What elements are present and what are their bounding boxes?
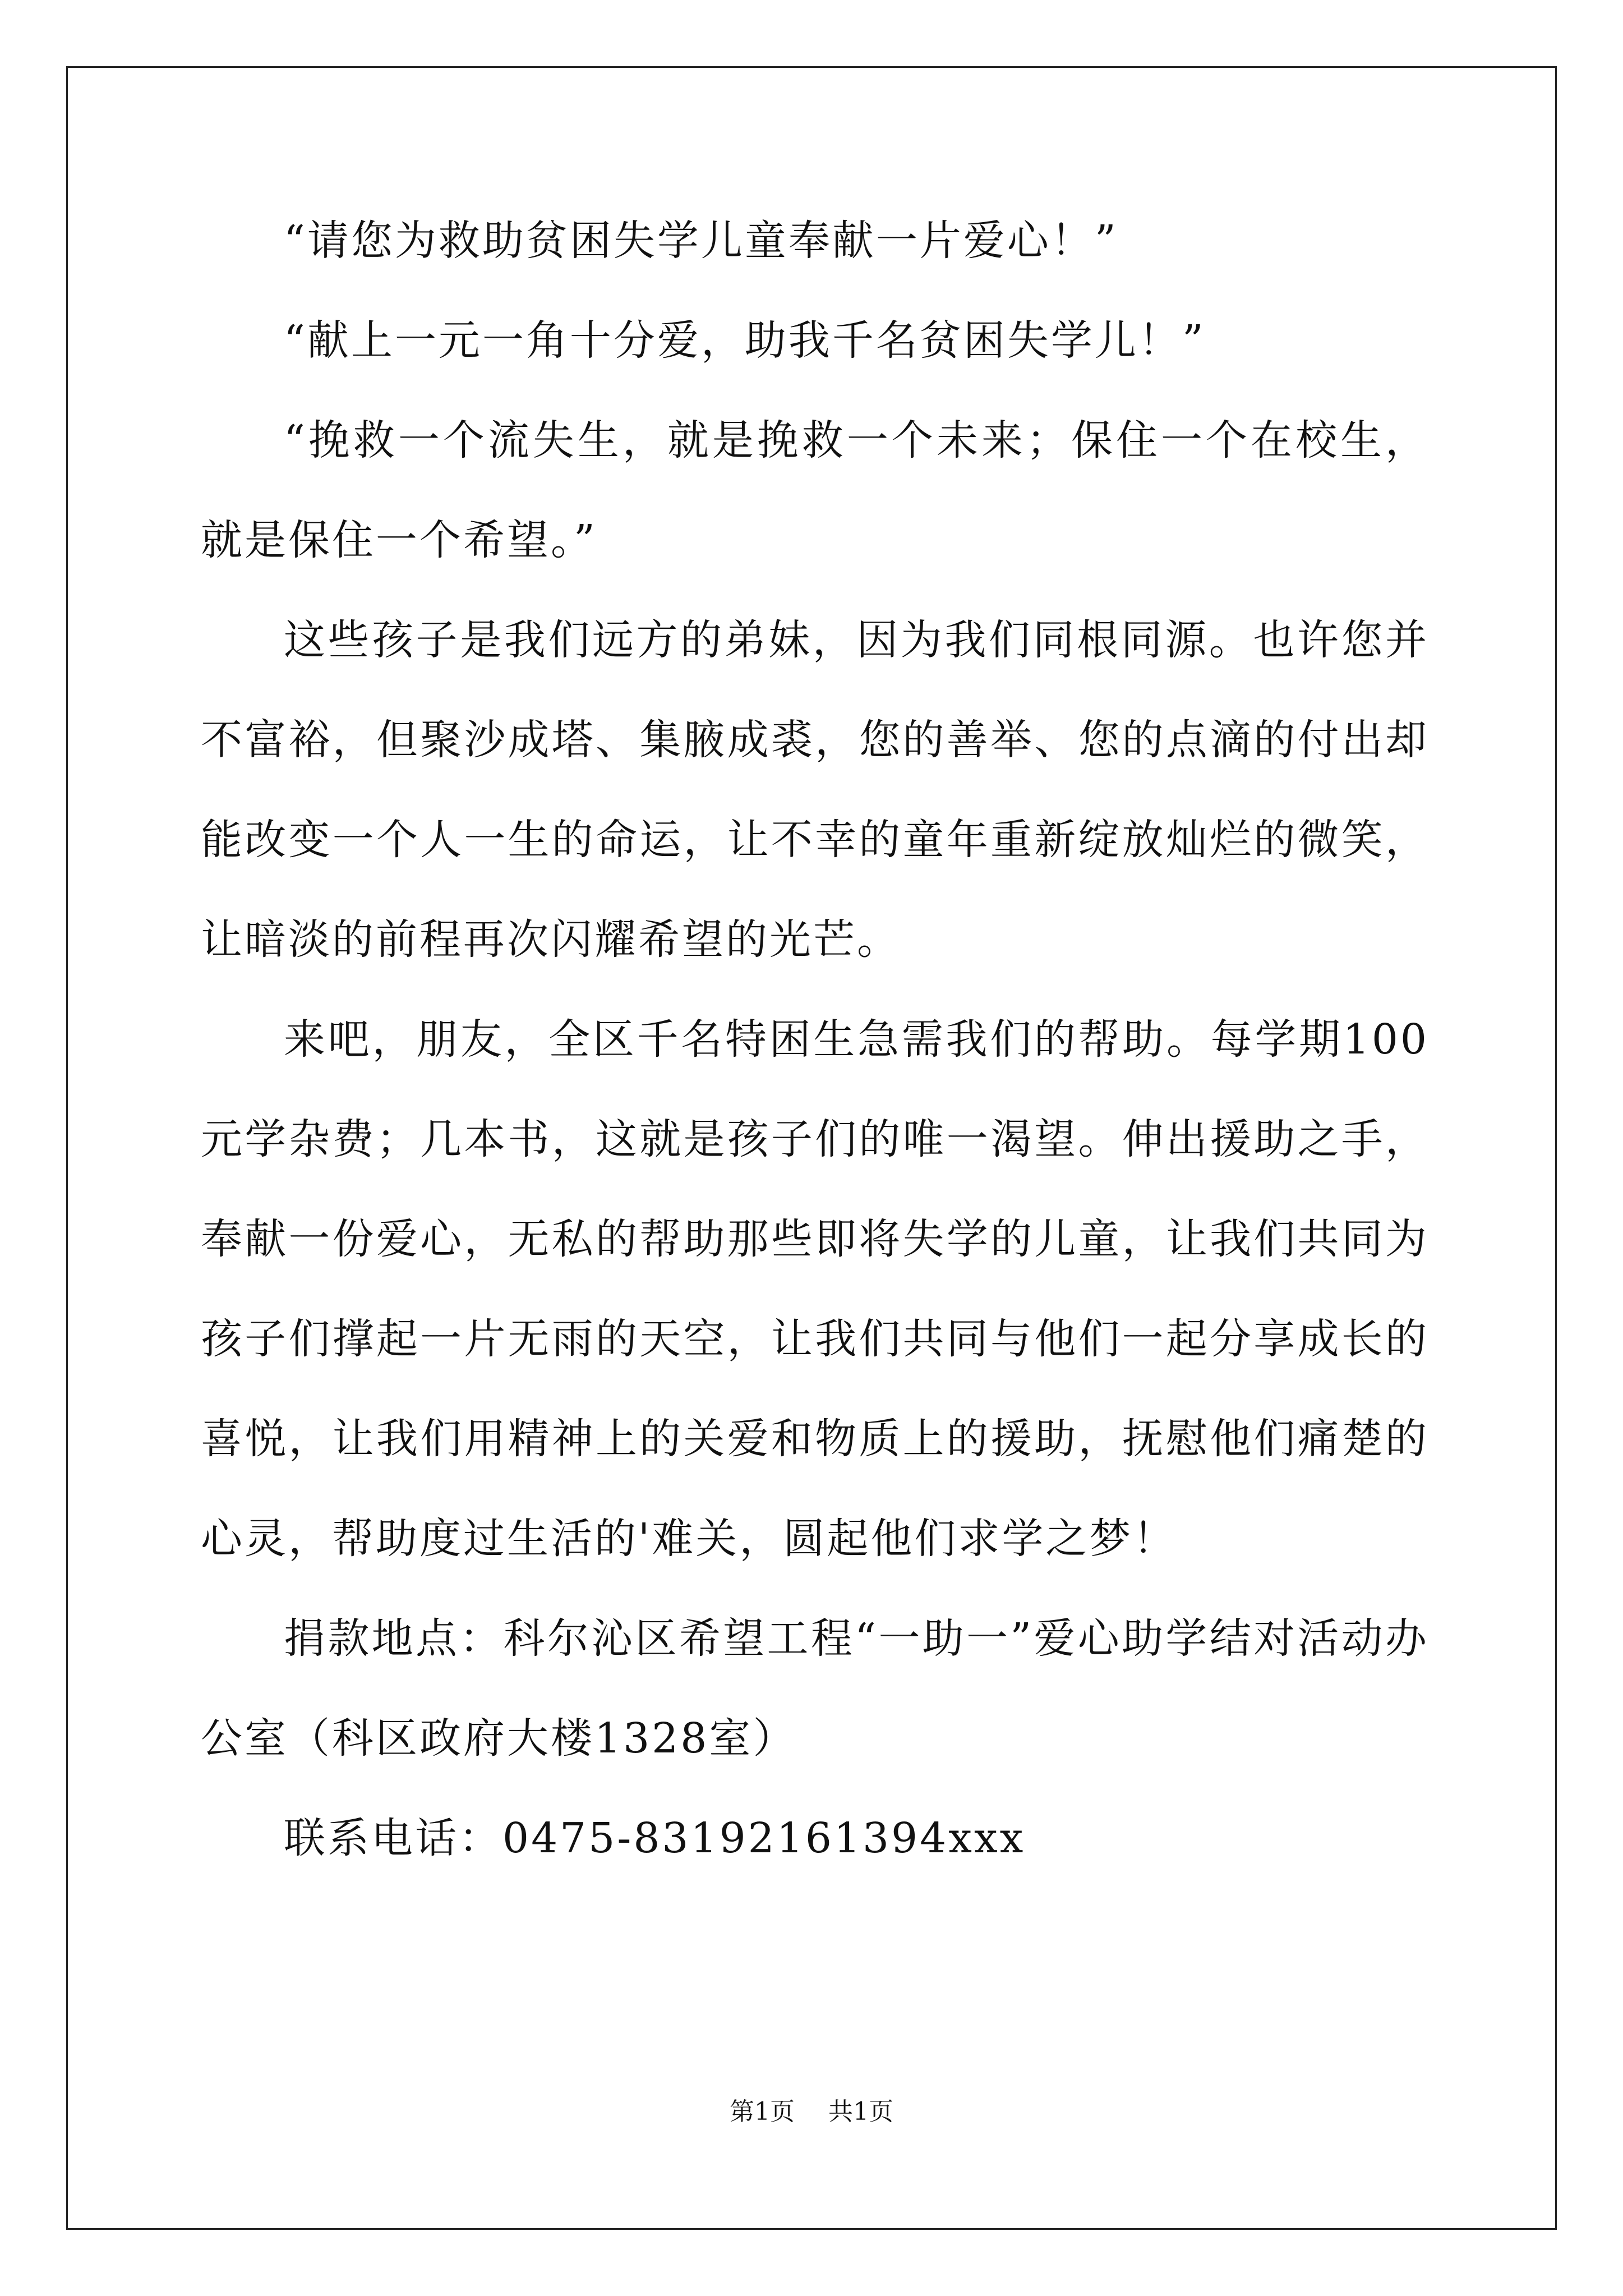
paragraph-appeal: 这些孩子是我们远方的弟妹，因为我们同根同源。也许您并不富裕，但聚沙成塔、集腋成裘，您的善举、您的点滴的付出却能改变一个人一生的命运，让不幸的童年重新绽放灿烂的微笑，让暗淡的前程再次闪耀希望的光芒。 xyxy=(201,616,1429,964)
paragraph-contact-phone: 联系电话：0475-83192161394xxx xyxy=(284,1814,1026,1862)
paragraph-call-to-action: 来吧，朋友，全区千名特困生急需我们的帮助。每学期100元学杂费；几本书，这就是孩子们的唯一渴望。伸出援助之手，奉献一份爱心，无私的帮助那些即将失学的儿童，让我们共同为孩子们撑起一片无雨的天空，让我们共同与他们一起分享成长的喜悦，让我们用精神上的关爱和物质上的援助，抚慰他们痛楚的心灵，帮助度过生活的'难关，圆起他们求学之梦！ xyxy=(201,1015,1429,1563)
paragraph-slogan-2: “献上一元一角十分爱，助我千名贫困失学儿！” xyxy=(284,316,1206,365)
paragraph-donation-location: 捐款地点：科尔沁区希望工程“一助一”爱心助学结对活动办公室（科区政府大楼1328室） xyxy=(201,1614,1429,1763)
paragraph-slogan-3: “挽救一个流失生，就是挽救一个未来；保住一个在校生，就是保住一个希望。” xyxy=(201,416,1429,564)
document-body xyxy=(201,191,1429,1888)
page-number-total: 共1页 xyxy=(828,2097,893,2126)
page-footer xyxy=(0,2095,1623,2129)
page-number-current: 第1页 xyxy=(730,2097,795,2126)
paragraph-slogan-1: “请您为救助贫困失学儿童奉献一片爱心！” xyxy=(284,217,1118,265)
